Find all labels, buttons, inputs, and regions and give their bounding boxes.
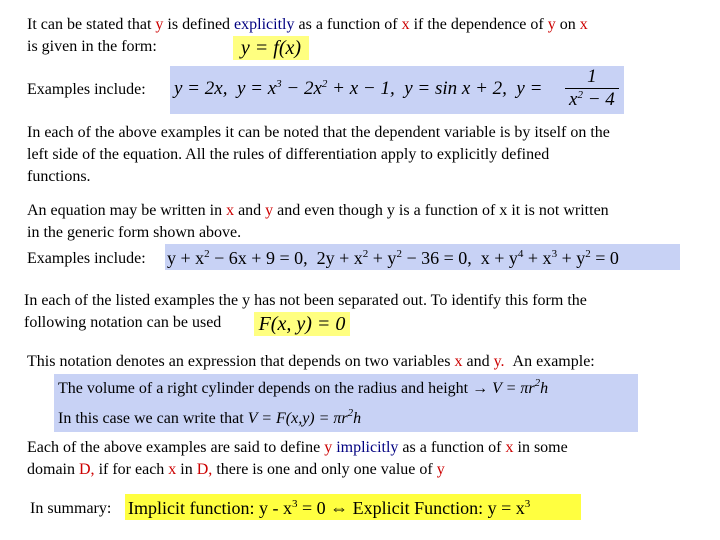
formula: h [353, 410, 362, 427]
exponent: 2 [204, 248, 210, 260]
exponent: 2 [347, 407, 354, 419]
text: is defined [167, 16, 231, 33]
exponent: 3 [551, 248, 558, 260]
text: Each of the above examples are said to define [27, 439, 321, 456]
paragraph-line: is given in the form: [27, 38, 157, 55]
term: − 4 [582, 89, 615, 110]
example: y = sin x + 2, [404, 78, 507, 99]
paragraph-explicit-intro [27, 14, 588, 36]
example: + y [557, 248, 586, 268]
examples-implicit [165, 244, 680, 270]
example: 2y + x [316, 248, 363, 268]
var-x: x [579, 16, 588, 33]
paragraph-implicit-def [27, 437, 568, 459]
text: as a function of [402, 439, 502, 456]
exponent: 2 [362, 248, 369, 260]
paragraph-line [27, 459, 445, 481]
example: y = x [236, 78, 277, 99]
examples-explicit [170, 66, 624, 114]
text: there is one and only one value of [216, 461, 433, 478]
example: + x − 1, [327, 78, 395, 99]
paragraph-line: functions. [27, 168, 91, 185]
text: This notation denotes an expression that depends on two variables [27, 353, 451, 370]
exponent: 2 [396, 248, 402, 260]
paragraph-line: following notation can be used [24, 314, 222, 331]
exponent: 2 [534, 377, 541, 389]
example: y = 2x, [174, 78, 228, 99]
example: x + y [480, 248, 518, 268]
paragraph-line: in the generic form shown above. [27, 224, 242, 241]
term-implicitly: implicitly [336, 439, 399, 456]
example: − 36 = 0, [401, 248, 472, 268]
text: = 0 ⇔ Explicit Function: y = x [297, 498, 525, 518]
text: In this case we can write that [58, 410, 244, 427]
examples-label: Examples include: [27, 81, 146, 98]
exponent: 3 [291, 498, 298, 510]
paragraph-line: In each of the above examples it can be noted that the dependent variable is by itself on the [27, 124, 610, 141]
examples-label: Examples include: [27, 250, 146, 267]
var-x: x [401, 16, 410, 33]
text: if the dependence of [413, 16, 544, 33]
text: as a function of [298, 16, 398, 33]
text: It can be stated that [27, 16, 152, 33]
text: and [238, 202, 262, 219]
text: if for each [98, 461, 165, 478]
summary-formula [125, 494, 581, 520]
text: and [466, 353, 490, 370]
example: = 0 [590, 248, 619, 268]
paragraph-notation [27, 351, 595, 373]
text: The volume of a right cylinder depends on the radius and height [58, 380, 469, 397]
example: − 6x + 9 = 0, [209, 248, 308, 268]
exponent: 2 [585, 248, 591, 260]
paragraph-line: In each of the listed examples the y has not been separated out. To identify this form the [24, 292, 587, 309]
term-explicitly: explicitly [234, 16, 295, 33]
formula-explicit: y = f(x) [233, 36, 309, 60]
var-y: y [324, 439, 333, 456]
var-x: x [168, 461, 177, 478]
paragraph-line: left side of the equation. All the rules of differentiation apply to explicitly defined [27, 146, 550, 163]
fraction [565, 66, 619, 111]
term: x [569, 89, 578, 110]
example-line-2 [58, 408, 361, 430]
var-y: y [265, 202, 274, 219]
text: on [559, 16, 576, 33]
example: − 2x [281, 78, 322, 99]
example: + y [368, 248, 397, 268]
denominator [565, 88, 619, 111]
text: in [180, 461, 193, 478]
exponent: 2 [577, 89, 583, 101]
exponent: 3 [524, 498, 531, 510]
var-y: y [436, 461, 445, 478]
var-y: y. [493, 353, 505, 370]
text: domain [27, 461, 75, 478]
exponent: 4 [517, 248, 524, 260]
var-y: y [547, 16, 556, 33]
summary-label: In summary: [30, 500, 112, 517]
var-y: y [155, 16, 164, 33]
var-D: D, [196, 461, 213, 478]
example-line-1 [58, 378, 548, 400]
text: and even though y is a function of x it is not written [277, 202, 609, 219]
text: An equation may be written in [27, 202, 223, 219]
numerator: 1 [587, 66, 597, 87]
var-x: x [505, 439, 514, 456]
example: y + x [167, 248, 205, 268]
formula: → V = πr [472, 380, 535, 397]
text: Implicit function: y - x [128, 498, 292, 518]
exponent: 2 [321, 78, 328, 90]
var-D: D, [79, 461, 95, 478]
example: + x [523, 248, 552, 268]
formula-implicit: F(x, y) = 0 [254, 312, 350, 336]
formula: h [540, 380, 549, 397]
var-x: x [226, 202, 235, 219]
paragraph-implicit-intro [27, 200, 609, 222]
example-box [54, 374, 638, 432]
exponent: 3 [276, 78, 282, 90]
var-x: x [454, 353, 463, 370]
example: y = [516, 78, 543, 99]
text: An example: [512, 353, 595, 370]
formula: V = F(x,y) = πr [247, 410, 348, 427]
text: in some [517, 439, 568, 456]
